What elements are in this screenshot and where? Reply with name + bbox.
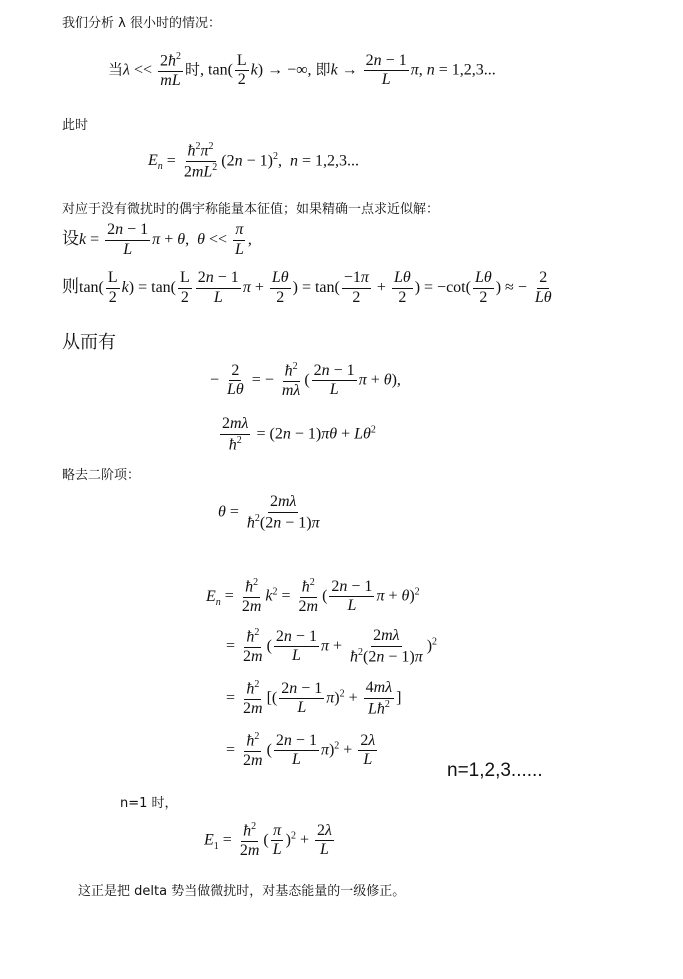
equation-energy-line2: = $\frac{ħ^2}{2m}$ ( $\frac{2n - 1}{L}$ π + $\frac{2m\lambda}{ħ^2(2n - 1)\pi}$ )$^2$ xyxy=(226,627,438,666)
label-n1: n=1 时， xyxy=(120,796,178,811)
equation-energy-line1: $E_n$ = $\frac{ħ^2}{2m}$ $k^2$ = $\frac{ħ^2}{2m}$ ( $\frac{2n - 1}{L}$ π + θ)$^2$ xyxy=(206,577,420,616)
n-values: n=1,2,3...... xyxy=(447,760,543,781)
text-conclusion: 这正是把 delta 势当做微扰时，对基态能量的一级修正。 xyxy=(78,884,406,899)
intro-text: 我们分析 λ 很小时的情况： xyxy=(62,16,221,31)
equation-energy-unperturbed: $E_n$ = $\frac{ħ^2\pi^2}{2mL^2}$ $(2n - 1)^2$, n = 1,2,3... xyxy=(148,141,359,181)
equation-quadratic: $\frac{2m\lambda}{ħ^2}$ = $(2n - 1)\pi\theta + L\theta^2$ xyxy=(222,415,376,454)
equation-tan-expansion: 则tan( $\frac{L}{2}$ k) = tan( $\frac{L}{2}$ $\frac{2n - 1}{L}$ π + $\frac{L\theta}{2}$ ) = tan( $\frac{-1\pi}{2}$ + $\frac{L\theta}{2}$ ) = −cot( $\frac{L\theta}{2}$ ) ≈ − $\frac{2}{L\theta}$ xyxy=(62,269,552,306)
equation-small-lambda: 当λ << $\frac{2ħ^2}{mL}$ 时, tan( $\frac{L}{2}$ k) → −∞, 即k → $\frac{2n - 1}{L}$ π, n = 1,2,3... xyxy=(108,51,496,90)
text-correspond: 对应于没有微扰时的偶宇称能量本征值；如果精确一点求近似解： xyxy=(62,202,440,217)
label-cishi: 此时 xyxy=(62,118,89,133)
label-lvequ: 略去二阶项： xyxy=(62,468,141,483)
equation-energy-line3: = $\frac{ħ^2}{2m}$ [( $\frac{2n - 1}{L}$ π)$^2$ + $\frac{4m\lambda}{Lħ^2}$ ] xyxy=(226,679,402,718)
equation-theta: θ = $\frac{2m\lambda}{ħ^2(2n - 1)\pi}$ xyxy=(218,493,320,532)
equation-set-k: 设k = $\frac{2n - 1}{L}$ π + θ, θ << $\frac{\pi}{L}$ , xyxy=(62,221,252,258)
equation-relation: − $\frac{2}{L\theta}$ = − $\frac{ħ^2}{m\lambda}$ ( $\frac{2n - 1}{L}$ π + θ), xyxy=(210,361,401,400)
equation-ground-state: $E_1$ = $\frac{ħ^2}{2m}$ ( $\frac{\pi}{L}$ )$^2$ + $\frac{2\lambda}{L}$ xyxy=(204,821,332,860)
equation-energy-line4: = $\frac{ħ^2}{2m}$ ( $\frac{2n - 1}{L}$ π)$^2$ + $\frac{2\lambda}{L}$ xyxy=(226,731,376,770)
label-congeryou: 从而有 xyxy=(62,332,116,353)
